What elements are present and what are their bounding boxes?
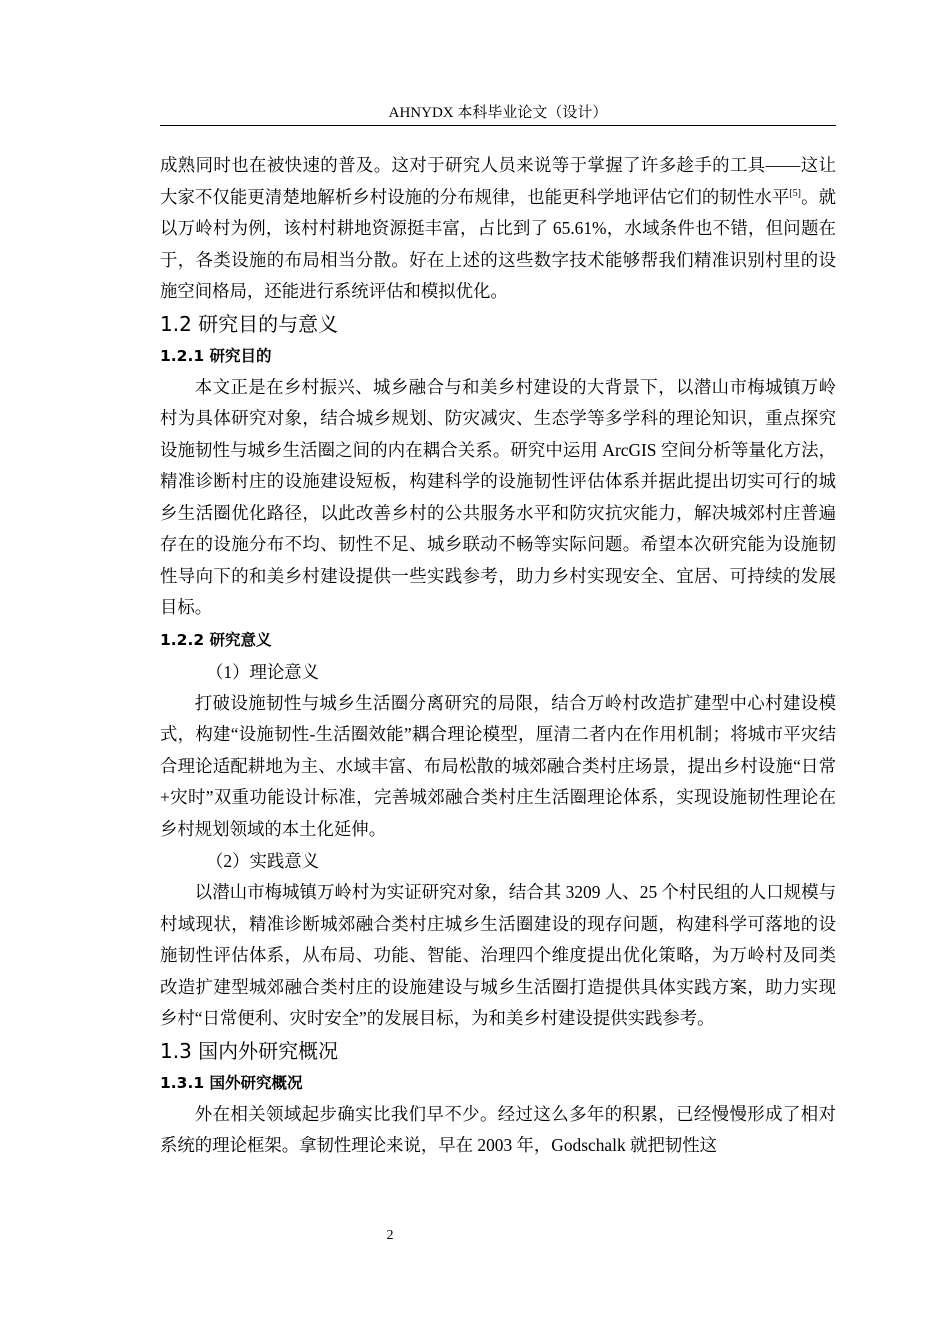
header-rule bbox=[160, 125, 836, 126]
theory-paragraph: 打破设施韧性与城乡生活圈分离研究的局限，结合万岭村改造扩建型中心村建设模式，构建“设施韧性-生活圈效能”耦合理论模型，厘清二者内在作用机制；将城市平灾结合理论适配耕地为主、水域丰富、布局松散的城郊融合类村庄场景，提出乡村设施“日常+灾时”双重功能设计标准，完善城郊融合类村庄生活圈理论体系，实现设施韧性理论在乡村规划领域的本土化延伸。 bbox=[160, 692, 836, 839]
intro-paragraph bbox=[160, 150, 836, 308]
subsection-heading-1-3-1: 1.3.1 国外研究概况 bbox=[160, 1073, 303, 1092]
practice-significance-label: （2）实践意义 bbox=[206, 851, 320, 871]
subsection-heading-1-2-1: 1.2.1 研究目的 bbox=[160, 346, 272, 365]
foreign-research-paragraph: 外在相关领域起步确实比我们早不少。经过这么多年的积累，已经慢慢形成了相对系统的理论框架。拿韧性理论来说，早在 2003 年，Godschalk 就把韧性这 bbox=[160, 1103, 836, 1155]
intro-text-a: 成熟同时也在被快速的普及。这对于研究人员来说等于掌握了许多趁手的工具——这让大家不仅能更清楚地解析乡村设施的分布规律，也能更科学地评估它们的韧性水平 bbox=[160, 155, 836, 207]
intro-text-b: 。就以万岭村为例，该村村耕地资源挺丰富，占比到了 65.61%，水域条件也不错，但问题在于，各类设施的布局相当分散。好在上述的这些数字技术能够帮我们精准识别村里的设施空间格局，还能进行系统评估和模拟优化。 bbox=[160, 186, 836, 301]
purpose-paragraph: 本文正是在乡村振兴、城乡融合与和美乡村建设的大背景下，以潜山市梅城镇万岭村为具体研究对象，结合城乡规划、防灾减灾、生态学等多学科的理论知识，重点探究设施韧性与城乡生活圈之间的内在耦合关系。研究中运用 ArcGIS 空间分析等量化方法，精准诊断村庄的设施建设短板，构建科学的设施韧性评估体系并据此提出切实可行的城乡生活圈优化路径，以此改善乡村的公共服务水平和防灾抗灾能力，解决城郊村庄普遍存在的设施分布不均、韧性不足、城乡联动不畅等实际问题。希望本次研究能为设施韧性导向下的和美乡村建设提供一些实践参考，助力乡村实现安全、宜居、可持续的发展目标。 bbox=[160, 376, 836, 617]
running-header: AHNYDX 本科毕业论文（设计） bbox=[388, 105, 608, 121]
section-heading-1-2: 1.2 研究目的与意义 bbox=[160, 311, 339, 336]
theory-significance-label: （1）理论意义 bbox=[206, 661, 320, 682]
body-text bbox=[160, 150, 836, 1162]
page-number: 2 bbox=[386, 1228, 394, 1243]
subsection-heading-1-2-2: 1.2.2 研究意义 bbox=[160, 630, 272, 649]
citation-ref: [5] bbox=[789, 187, 802, 199]
section-heading-1-3: 1.3 国内外研究概况 bbox=[160, 1038, 339, 1063]
practice-paragraph: 以潜山市梅城镇万岭村为实证研究对象，结合其 3209 人、25 个村民组的人口规模与村域现状，精准诊断城郊融合类村庄城乡生活圈建设的现存问题，构建科学可落地的设施韧性评估体系，从布局、功能、智能、治理四个维度提出优化策略，为万岭村及同类改造扩建型城郊融合类村庄的设施建设与城乡生活圈打造提供具体实践方案，助力实现乡村“日常便利、灾时安全”的发展目标，为和美乡村建设提供实践参考。 bbox=[160, 882, 836, 1028]
